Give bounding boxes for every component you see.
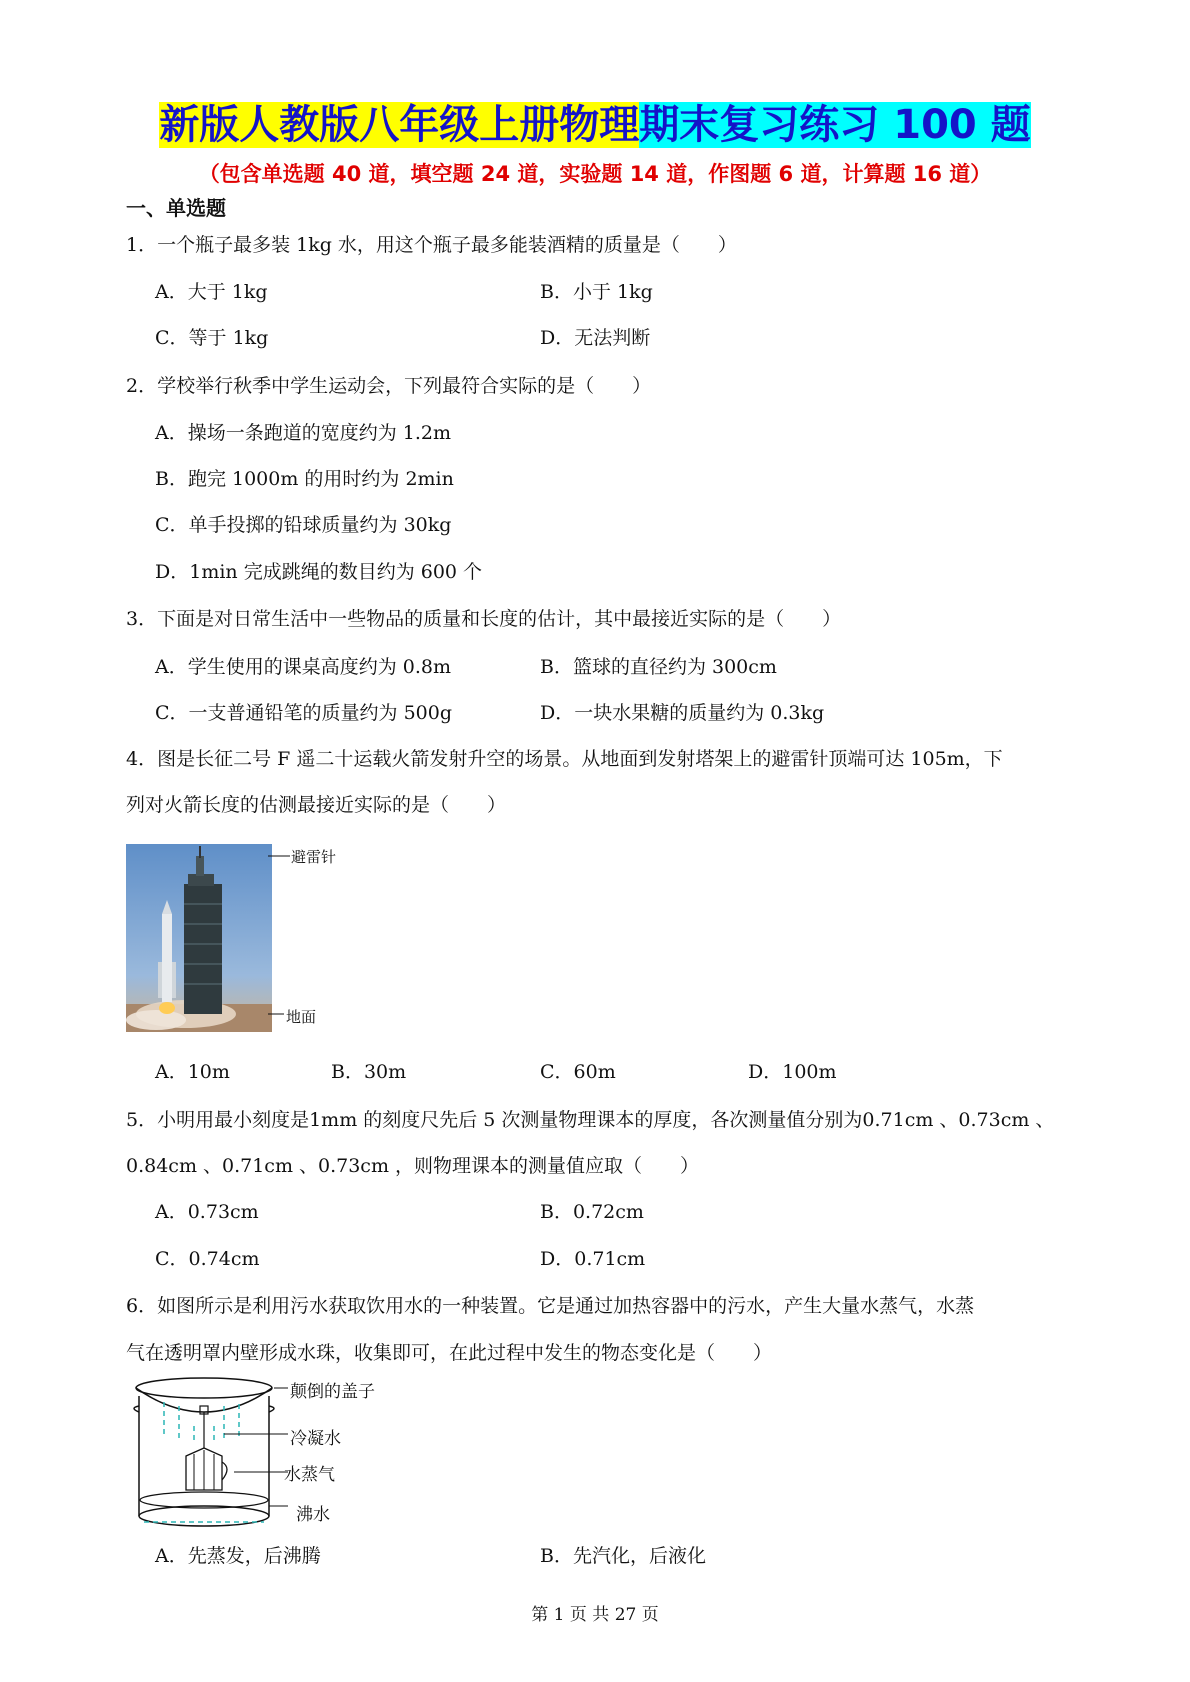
label-inverted-lid: 颠倒的盖子 (290, 1382, 375, 1402)
q4-figure-leader-lines (268, 852, 292, 1018)
question-5-stem-line2: 0.84cm 、0.71cm 、0.73cm ，则物理课本的测量值应取（ ） (126, 1155, 700, 1177)
question-1-stem: 1．一个瓶子最多装 1kg 水，用这个瓶子最多能装酒精的质量是（ ） (126, 234, 737, 256)
question-6-stem-line2: 气在透明罩内壁形成水珠，收集即可，在此过程中发生的物态变化是（ ） (126, 1342, 773, 1364)
q1-option-c: C．等于 1kg (155, 327, 269, 349)
question-3-stem: 3．下面是对日常生活中一些物品的质量和长度的估计，其中最接近实际的是（ ） (126, 608, 842, 630)
label-lightning-rod: 避雷针 (291, 848, 337, 866)
q1-option-d: D．无法判断 (540, 327, 651, 349)
q5-option-b: B．0.72cm (540, 1201, 644, 1223)
q6-option-a: A．先蒸发，后沸腾 (155, 1545, 321, 1567)
title-part1: 新版人教版八年级上册物理 (159, 102, 640, 148)
rocket-launch-photo (126, 844, 272, 1032)
label-water-vapor: 水蒸气 (284, 1465, 335, 1485)
section-title: 一、单选题 (126, 196, 226, 220)
label-ground: 地面 (286, 1008, 317, 1026)
q3-option-a: A．学生使用的课桌高度约为 0.8m (155, 656, 451, 678)
q4-option-b: B．30m (331, 1061, 407, 1083)
q4-option-a: A．10m (155, 1061, 230, 1083)
subtitle: （包含单选题 40 道，填空题 24 道，实验题 14 道，作图题 6 道，计算题 16 道） (198, 162, 992, 186)
question-2-stem: 2．学校举行秋季中学生运动会，下列最符合实际的是（ ） (126, 375, 652, 397)
page-footer: 第 1 页 共 27 页 (531, 1605, 659, 1625)
q4-option-c: C．60m (540, 1061, 616, 1083)
page-title (0, 98, 1190, 152)
q2-option-d: D．1min 完成跳绳的数目约为 600 个 (155, 561, 483, 583)
q3-option-b: B．篮球的直径约为 300cm (540, 656, 777, 678)
q1-option-a: A．大于 1kg (155, 281, 268, 303)
q3-option-d: D．一块水果糖的质量约为 0.3kg (540, 702, 825, 724)
q6-option-b: B．先汽化，后液化 (540, 1545, 706, 1567)
q2-option-c: C．单手投掷的铅球质量约为 30kg (155, 514, 452, 536)
q5-option-c: C．0.74cm (155, 1248, 260, 1270)
q5-option-a: A．0.73cm (155, 1201, 259, 1223)
label-boiling-water: 沸水 (296, 1505, 330, 1525)
question-4-stem-line2: 列对火箭长度的估测最接近实际的是（ ） (126, 794, 507, 816)
q2-option-a: A．操场一条跑道的宽度约为 1.2m (155, 422, 451, 444)
question-5-stem-line1: 5．小明用最小刻度是1mm 的刻度尺先后 5 次测量物理课本的厚度，各次测量值分别为0.71cm 、0.73cm 、 (126, 1109, 1055, 1131)
question-4-stem-line1: 4．图是长征二号 F 遥二十运载火箭发射升空的场景。从地面到发射塔架上的避雷针顶端可达 105m，下 (126, 748, 1003, 770)
water-purifier-diagram (124, 1376, 294, 1532)
title-part2: 期末复习练习 100 题 (639, 102, 1031, 148)
q1-option-b: B．小于 1kg (540, 281, 653, 303)
q5-option-d: D．0.71cm (540, 1248, 646, 1270)
q3-option-c: C．一支普通铅笔的质量约为 500g (155, 702, 453, 724)
question-6-stem-line1: 6．如图所示是利用污水获取饮用水的一种装置。它是通过加热容器中的污水，产生大量水蒸气，水蒸 (126, 1295, 975, 1317)
label-condensed-water: 冷凝水 (290, 1429, 341, 1449)
q4-option-d: D．100m (748, 1061, 837, 1083)
q2-option-b: B．跑完 1000m 的用时约为 2min (155, 468, 454, 490)
